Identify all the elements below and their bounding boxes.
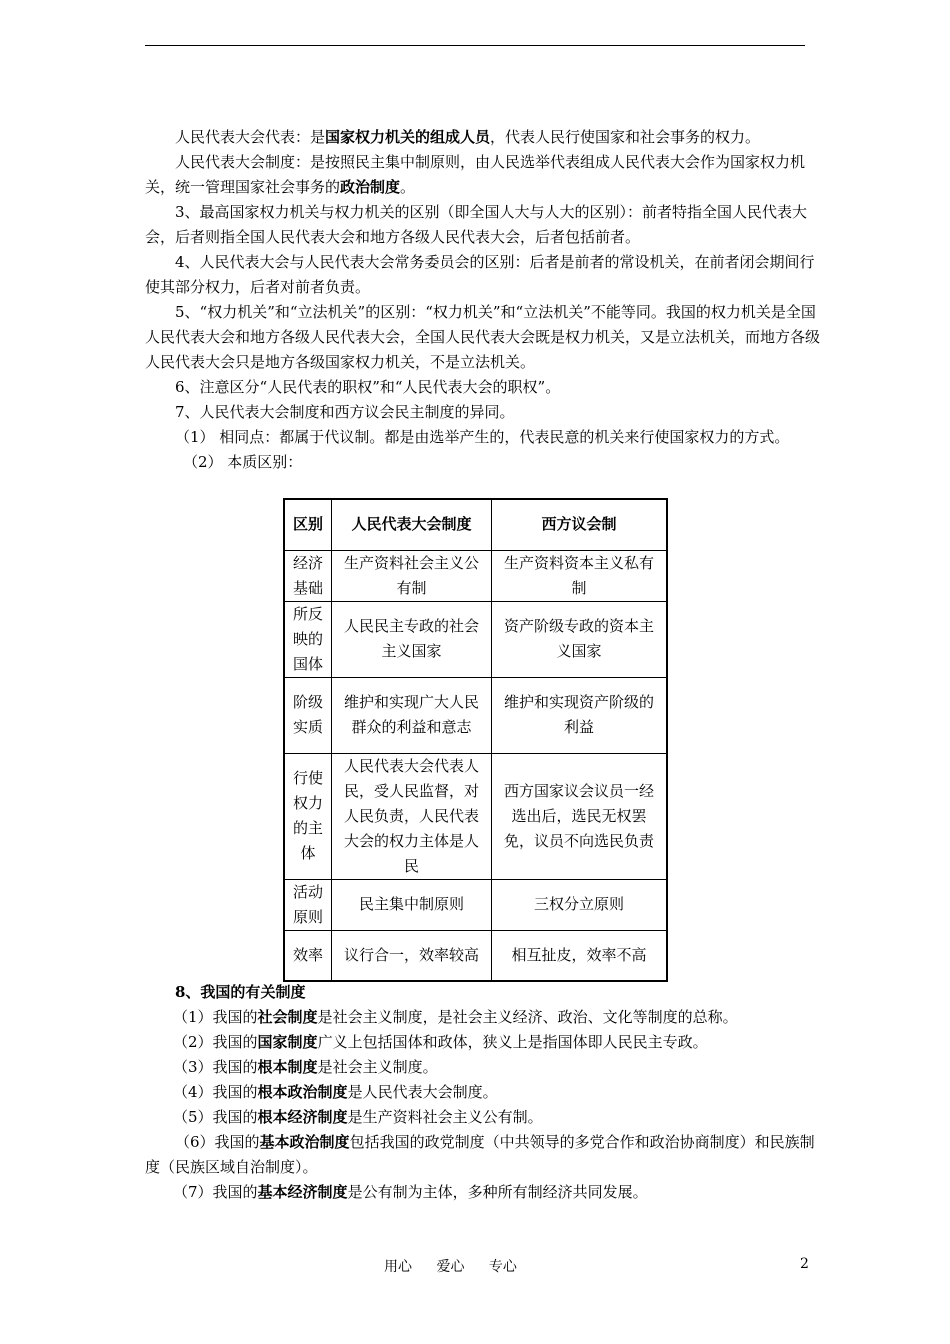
- row-label: 经济基础: [284, 550, 332, 601]
- table-cell: 西方国家议会议员一经选出后，选民无权罢免，议员不向选民负责: [492, 753, 668, 879]
- text: （5）我国的: [173, 1108, 258, 1126]
- header-cell: 人民代表大会制度: [332, 499, 492, 550]
- list-item: [145, 1055, 825, 1080]
- bold-text: 国家制度: [257, 1033, 318, 1051]
- bold-text: 政治制度: [340, 178, 401, 196]
- paragraph-5: 5、“权力机关”和“立法机关”的区别：“权力机关”和“立法机关”不能等同。我国的权力机关是全国人民代表大会和地方各级人民代表大会，全国人民代表大会既是权力机关，又是立法机关，而地方各级人民代表大会只是地方各级国家权力机关，不是立法机关。: [145, 303, 821, 371]
- header-cell: 区别: [284, 499, 332, 550]
- list-item: [145, 1130, 825, 1180]
- paragraph-4: 4、人民代表大会与人民代表大会常务委员会的区别：后者是前者的常设机关，在前者闭会期间行使其部分权力，后者对前者负责。: [145, 253, 815, 296]
- list-item: [145, 1180, 825, 1205]
- list-item: [145, 1005, 825, 1030]
- table-cell: 维护和实现广大人民群众的利益和意志: [332, 677, 492, 753]
- row-label: 效率: [284, 930, 332, 981]
- header-rule: [145, 45, 805, 46]
- table-cell: 生产资料社会主义公有制: [332, 550, 492, 601]
- table-header-row: [284, 499, 667, 550]
- text: （1）我国的: [173, 1008, 258, 1026]
- paragraph-deputy: [145, 125, 825, 150]
- document-body: [145, 125, 825, 475]
- table-cell: 资产阶级专政的资本主义国家: [492, 601, 668, 677]
- row-label: 阶级实质: [284, 677, 332, 753]
- section-8: [145, 980, 825, 1205]
- bold-text: 根本经济制度: [257, 1108, 348, 1126]
- text: 是社会主义制度。: [317, 1058, 438, 1076]
- text: （3）我国的: [173, 1058, 258, 1076]
- table-row: [284, 550, 667, 601]
- paragraph-difference: （2） 本质区别：: [183, 453, 303, 471]
- text: （2）我国的: [173, 1033, 258, 1051]
- table-cell: 民主集中制原则: [332, 879, 492, 930]
- text: （6）我国的: [175, 1133, 260, 1151]
- text: 是社会主义制度，是社会主义经济、政治、文化等制度的总称。: [317, 1008, 738, 1026]
- table-row: [284, 930, 667, 981]
- bold-text: 基本经济制度: [257, 1183, 348, 1201]
- bold-text: 根本政治制度: [257, 1083, 348, 1101]
- bold-text: 国家权力机关的组成人员: [325, 128, 491, 146]
- table-cell: 人民民主专政的社会主义国家: [332, 601, 492, 677]
- list-item: [145, 1080, 825, 1105]
- section-title-text: 8、我国的有关制度: [175, 983, 306, 1001]
- paragraph-similarity: （1） 相同点：都属于代议制。都是由选举产生的，代表民意的机关来行使国家权力的方式。: [175, 428, 790, 446]
- text: 是人民代表大会制度。: [347, 1083, 498, 1101]
- table-cell: 维护和实现资产阶级的利益: [492, 677, 668, 753]
- paragraph-3: 3、最高国家权力机关与权力机关的区别（即全国人大与人大的区别）：前者特指全国人民代表大会，后者则指全国人民代表大会和地方各级人民代表大会，后者包括前者。: [145, 203, 808, 246]
- text: 包括我国的政党制度（中共领导的多党合作和政治协商制度）和民族制度（民族区域自治制度）。: [145, 1133, 815, 1176]
- table-cell: 生产资料资本主义私有制: [492, 550, 668, 601]
- list-item: [145, 1030, 825, 1055]
- text: 是公有制为主体，多种所有制经济共同发展。: [347, 1183, 648, 1201]
- table-cell: 人民代表大会代表人民，受人民监督，对人民负责，人民代表大会的权力主体是人民: [332, 753, 492, 879]
- text: 人民代表大会代表：是: [175, 128, 326, 146]
- row-label: 行使权力的主体: [284, 753, 332, 879]
- header-cell: 西方议会制: [492, 499, 668, 550]
- row-label: 所反映的国体: [284, 601, 332, 677]
- text: 广义上包括国体和政体，狭义上是指国体即人民民主专政。: [317, 1033, 708, 1051]
- comparison-table: [283, 498, 668, 982]
- text: （7）我国的: [173, 1183, 258, 1201]
- list-item: [145, 1105, 825, 1130]
- bold-text: 社会制度: [257, 1008, 318, 1026]
- text: 是生产资料社会主义公有制。: [347, 1108, 543, 1126]
- row-label: 活动原则: [284, 879, 332, 930]
- text: ，代表人民行使国家和社会事务的权力。: [490, 128, 761, 146]
- bold-text: 根本制度: [257, 1058, 318, 1076]
- paragraph-system: [145, 150, 825, 200]
- paragraph-6: 6、注意区分“人民代表的职权”和“人民代表大会的职权”。: [175, 378, 561, 396]
- table-cell: 议行合一，效率较高: [332, 930, 492, 981]
- table-cell: 三权分立原则: [492, 879, 668, 930]
- bold-text: 基本政治制度: [259, 1133, 350, 1151]
- page-number: 2: [800, 1256, 809, 1272]
- table-cell: 相互扯皮，效率不高: [492, 930, 668, 981]
- section-title: [145, 980, 825, 1005]
- table-row: [284, 879, 667, 930]
- table-row: [284, 677, 667, 753]
- table-row: [284, 753, 667, 879]
- table-row: [284, 601, 667, 677]
- text: 。: [400, 178, 416, 196]
- text: （4）我国的: [173, 1083, 258, 1101]
- text: 人民代表大会制度：是按照民主集中制原则，由人民选举代表组成人民代表大会作为国家权力机关，统一管理国家社会事务的: [145, 153, 806, 196]
- paragraph-7: 7、人民代表大会制度和西方议会民主制度的异同。: [175, 403, 515, 421]
- footer-motto: 用心 爱心 专心: [384, 1259, 517, 1275]
